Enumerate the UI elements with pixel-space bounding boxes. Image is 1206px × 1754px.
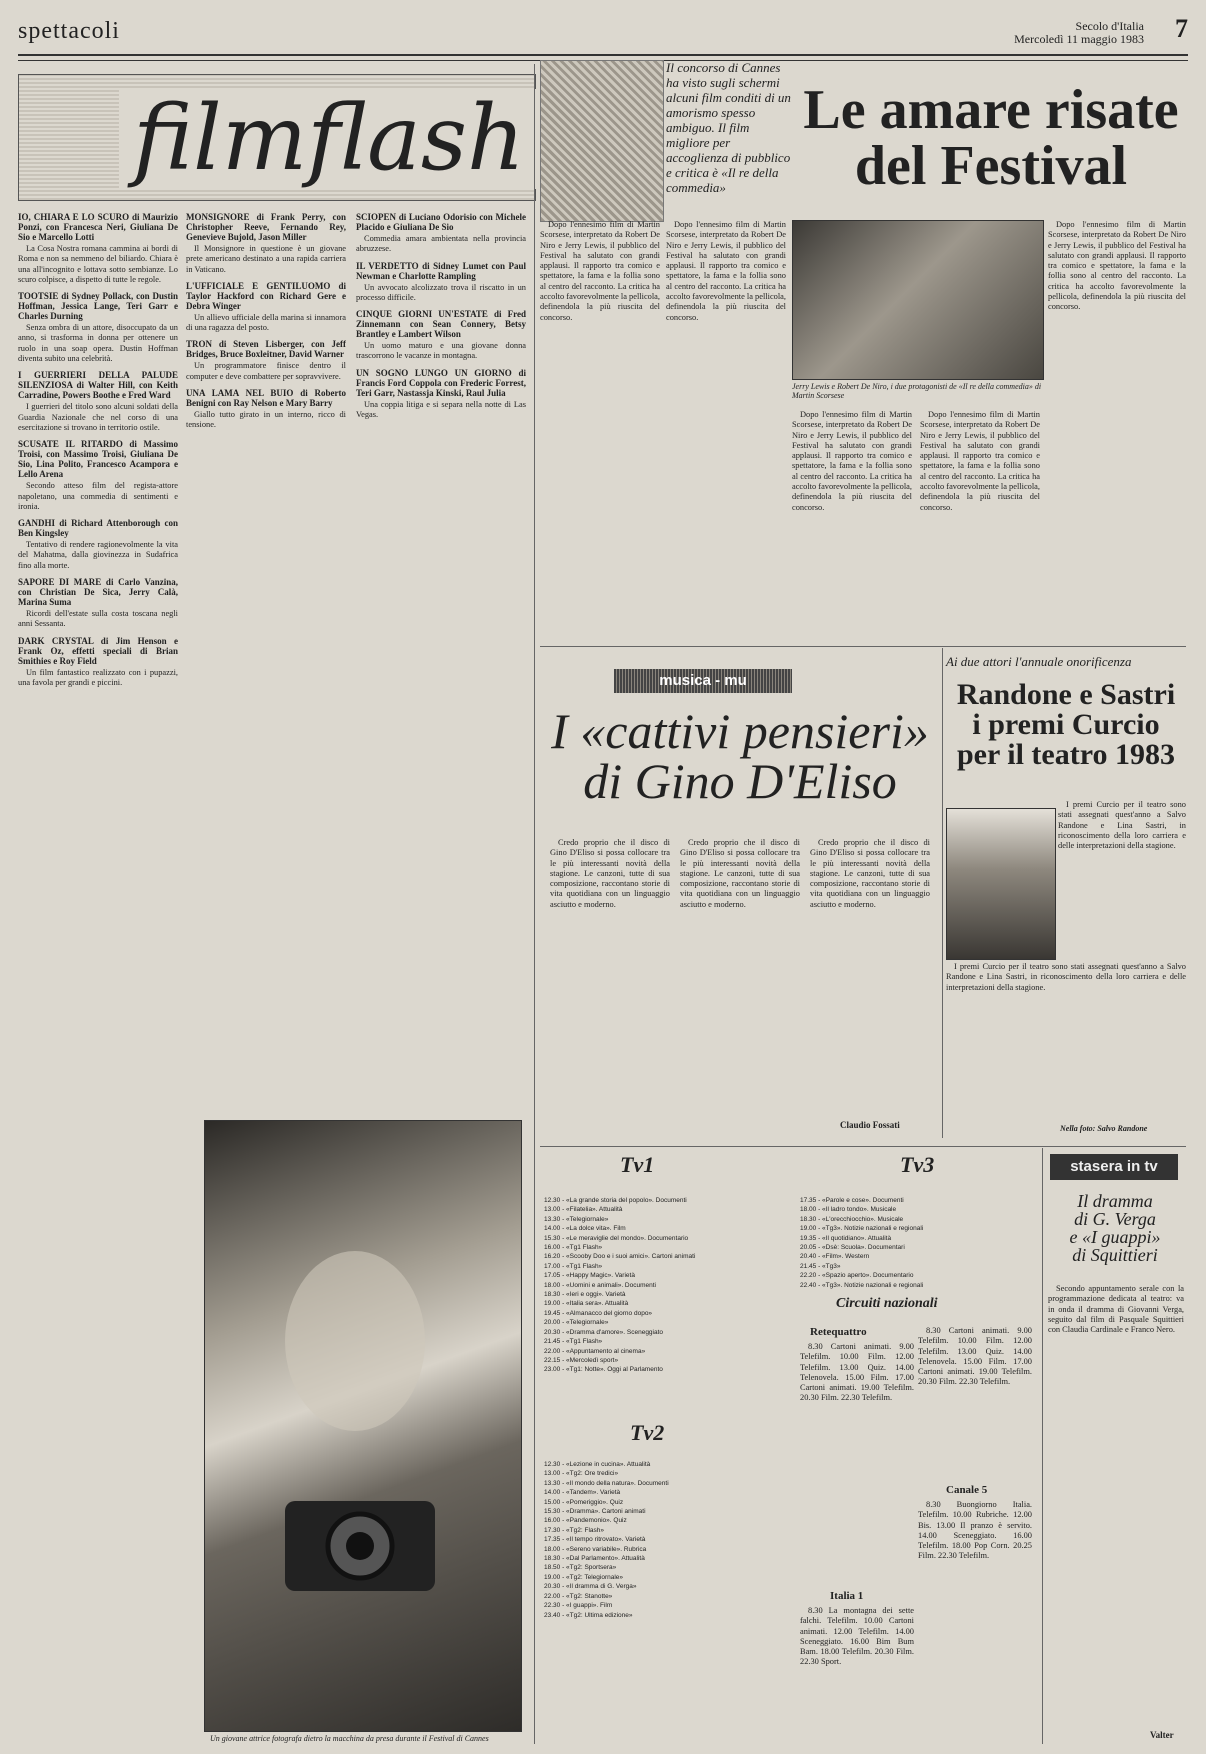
masthead-info xyxy=(1014,20,1144,46)
tv-listing: 20.30 - «Dramma d'amore». Sceneggiato xyxy=(544,1328,664,1336)
tv-listing: 18.30 - «L'orecchiocchio». Musicale xyxy=(800,1215,904,1223)
musica-column-1 xyxy=(550,838,670,1138)
festival-column-3 xyxy=(792,410,912,640)
stasera-paragraph: Secondo appuntamento serale con la programmazione dedicata al teatro: va in onda il dramma di Giovanni Verga, seguito dal film di Pasquale Squittieri con Claudia Cardinale e Franco Nero. xyxy=(1048,1284,1184,1335)
tv-listing: 19.00 - «Italia sera». Attualità xyxy=(544,1300,629,1308)
stasera-headline-line2: di G. Verga xyxy=(1074,1209,1156,1229)
paper-name: Secolo d'Italia xyxy=(1075,19,1144,33)
tv-listing: 19.00 - «Tg2: Telegiornale» xyxy=(544,1573,624,1581)
section-title: spettacoli xyxy=(18,18,120,44)
film-entry-text: Una coppia litiga e si separa nella notte di Las Vegas. xyxy=(356,399,526,420)
stasera-text xyxy=(1048,1284,1184,1724)
tv3-title: Tv3 xyxy=(900,1152,935,1177)
festival-column-4 xyxy=(920,410,1040,640)
festival-column-2 xyxy=(666,220,786,640)
festival-illustration xyxy=(540,60,664,222)
stasera-label: stasera in tv xyxy=(1050,1154,1178,1180)
column-divider xyxy=(1042,1148,1043,1744)
festival-text: Dopo l'ennesimo film di Martin Scorsese, interpretato da Robert De Niro e Jerry Lewis, il pubblico del Festival ha salutato con grandi applausi. Il rapporto tra comico e spettatore, la fama e la follia sono al centro del racconto. La critica ha accolto favorevolmente la pellicola, definendola la più riuscita del concorso. xyxy=(666,220,786,322)
tv-listing: 22.40 - «Tg3». Notizie nazionali e regionali xyxy=(800,1281,924,1289)
section-divider xyxy=(540,1146,1186,1147)
tv-listing: 13.30 - «Telegiornale» xyxy=(544,1215,609,1223)
stasera-headline-line4: di Squittieri xyxy=(1072,1245,1158,1265)
curcio-headline-line2: i premi Curcio xyxy=(972,708,1160,741)
festival-text: Dopo l'ennesimo film di Martin Scorsese, interpretato da Robert De Niro e Jerry Lewis, il pubblico del Festival ha salutato con grandi applausi. Il rapporto tra comico e spettatore, la fama e la follia sono al centro del racconto. La critica ha accolto favorevolmente la pellicola, definendola la più riuscita del concorso. xyxy=(540,220,660,322)
festival-text: Dopo l'ennesimo film di Martin Scorsese, interpretato da Robert De Niro e Jerry Lewis, il pubblico del Festival ha salutato con grandi applausi. Il rapporto tra comico e spettatore, la fama e la follia sono al centro del racconto. La critica ha accolto favorevolmente la pellicola, definendola la più riuscita del concorso. xyxy=(792,410,912,512)
tv-listing: 18.00 - «Uomini e animali». Documenti xyxy=(544,1281,656,1289)
tv-listing: 22.15 - «Mercoledì sport» xyxy=(544,1356,619,1364)
randone-caption: Nella foto: Salvo Randone xyxy=(1060,1124,1148,1133)
tv1-title: Tv1 xyxy=(620,1152,655,1177)
issue-date: Mercoledì 11 maggio 1983 xyxy=(1014,32,1144,46)
tv-listing: 19.00 - «Tg3». Notizie nazionali e regionali xyxy=(800,1225,924,1233)
curcio-kicker: Ai due attori l'annuale onorificenza xyxy=(946,654,1132,669)
column-divider xyxy=(534,64,535,1744)
curcio-headline xyxy=(946,680,1186,770)
tv2-schedule xyxy=(544,1460,784,1620)
filmflash-title: filmflash xyxy=(119,89,539,189)
festival-headline xyxy=(796,79,1186,197)
musica-column-2 xyxy=(680,838,800,1138)
retequattro-schedule-2 xyxy=(918,1326,1032,1476)
column-divider xyxy=(942,648,943,1138)
actress-camera-photo xyxy=(204,1120,522,1732)
filmflash-column-1 xyxy=(18,206,178,1316)
tv-listing: 19.35 - «Il quotidiano». Attualità xyxy=(800,1234,892,1242)
film-entry-text: Un film fantastico realizzato con i pupazzi, una favola per grandi e piccini. xyxy=(18,667,178,687)
festival-text: Dopo l'ennesimo film di Martin Scorsese, interpretato da Robert De Niro e Jerry Lewis, il pubblico del Festival ha salutato con grandi applausi. Il rapporto tra comico e spettatore, la fama e la follia sono al centro del racconto. La critica ha accolto favorevolmente la pellicola, definendola la più riuscita del concorso. xyxy=(1048,220,1186,312)
festival-headline-line2: del Festival xyxy=(854,135,1128,197)
curcio-column-2 xyxy=(946,962,1186,1120)
tv1-schedule xyxy=(544,1196,784,1375)
film-entry-title: UNA LAMA NEL BUIO di Roberto Benigni con Ray Nelson e Mary Barry xyxy=(186,388,346,409)
tv-listing: 23.00 - «Tg1: Notte». Oggi al Parlamento xyxy=(544,1366,663,1374)
tv-listing: 13.30 - «Il mondo della natura». Documenti xyxy=(544,1479,669,1487)
tv-listing: 15.30 - «Le meraviglie del mondo». Documentario xyxy=(544,1234,689,1242)
tv-listing: 22.30 - «I guappi». Film xyxy=(544,1602,613,1610)
tv-listing: 13.00 - «Filatelia». Attualità xyxy=(544,1206,623,1214)
film-entry-text: La Cosa Nostra romana cammina ai bordi di Roma e non sa nemmeno del biliardo. Chiara è una all'incognito e lottava sotto sembianze. Lo scuro colpisce, a dispetto di tutte le regole. xyxy=(18,244,178,284)
film-entry-title: SAPORE DI MARE di Carlo Vanzina, con Christian De Sica, Jerry Calà, Marina Suma xyxy=(18,577,178,608)
tv2-title: Tv2 xyxy=(630,1420,665,1445)
musica-headline xyxy=(540,703,940,809)
film-entry-title: CINQUE GIORNI UN'ESTATE di Fred Zinnemann con Sean Connery, Betsy Brantley e Lambert Wilson xyxy=(356,309,526,340)
filmflash-column-3 xyxy=(356,206,526,1106)
film-entry-title: L'UFFICIALE E GENTILUOMO di Taylor Hackford con Richard Gere e Debra Winger xyxy=(186,280,346,311)
musica-text: Credo proprio che il disco di Gino D'Eliso si possa collocare tra le più interessanti novità della stagione. Le canzoni, tutte di sua composizione, raccontano storie di vita quotidiana con un linguaggio asciutto e moderno. xyxy=(810,838,930,909)
musica-headline-line1: I «cattivi pensieri» xyxy=(551,703,929,759)
randone-photo xyxy=(946,808,1056,960)
musica-headline-line2: di Gino D'Eliso xyxy=(583,753,897,809)
festival-text: Dopo l'ennesimo film di Martin Scorsese, interpretato da Robert De Niro e Jerry Lewis, il pubblico del Festival ha salutato con grandi applausi. Il rapporto tra comico e spettatore, la fama e la follia sono al centro del racconto. La critica ha accolto favorevolmente la pellicola, definendola la più riuscita del concorso. xyxy=(920,410,1040,512)
tv-listing: 20.05 - «Dsè: Scuola». Documentari xyxy=(800,1244,905,1252)
tv-listing: 17.05 - «Happy Magic». Varietà xyxy=(544,1272,635,1280)
stasera-headline xyxy=(1046,1192,1184,1264)
film-entry-text: I guerrieri del titolo sono alcuni soldati della Guardia Nazionale che nel corso di una esercitazione si trovano in territorio ostile. xyxy=(18,402,178,432)
tv-listing: 18.50 - «Tg2: Sportsera» xyxy=(544,1564,617,1572)
tv-listing: 17.30 - «Tg2: Flash» xyxy=(544,1526,604,1534)
tv-listing: 14.00 - «La dolce vita». Film xyxy=(544,1225,626,1233)
tv-listing: 15.30 - «Dramma». Cartoni animati xyxy=(544,1508,646,1516)
tv-listing: 23.40 - «Tg2: Ultima edizione» xyxy=(544,1611,633,1619)
musica-label: musica - mu xyxy=(614,669,792,693)
film-entry-title: SCUSATE IL RITARDO di Massimo Troisi, con Massimo Troisi, Giuliana De Sio, Lina Polito, Francesco Acampora e Lello Arena xyxy=(18,439,178,480)
film-entry-text: Ricordi dell'estate sulla costa toscana negli anni Sessanta. xyxy=(18,609,178,629)
canale5-schedule xyxy=(918,1500,1032,1740)
film-entry-text: Il Monsignore in questione è un giovane prete americano destinato a una rapida carriera in Vaticano. xyxy=(186,244,346,274)
curcio-headline-line1: Randone e Sastri xyxy=(956,678,1176,711)
tv-listing: 22.00 - «Appuntamento al cinema» xyxy=(544,1347,646,1355)
film-entry-title: IO, CHIARA E LO SCURO di Maurizio Ponzi, con Francesca Neri, Giuliana De Sio e Marcello Lotti xyxy=(18,212,178,242)
film-entry-title: SCIOPEN di Luciano Odorisio con Michele Placido e Giuliana De Sio xyxy=(356,212,526,232)
circuiti-title: Circuiti nazionali xyxy=(836,1296,938,1311)
curcio-text: I premi Curcio per il teatro sono stati assegnati quest'anno a Salvo Randone e Lina Sastri, in riconoscimento della loro carriera e delle interpretazioni della stagione. xyxy=(946,962,1186,992)
tv-listing: 17.35 - «Parole e cose». Documenti xyxy=(800,1197,904,1204)
tv-listing: 20.00 - «Telegiornale» xyxy=(544,1319,609,1327)
musica-text: Credo proprio che il disco di Gino D'Eliso si possa collocare tra le più interessanti novità della stagione. Le canzoni, tutte di sua composizione, raccontano storie di vita quotidiana con un linguaggio asciutto e moderno. xyxy=(680,838,800,909)
tv-listing: 18.30 - «Ieri e oggi». Varietà xyxy=(544,1291,626,1299)
film-entry-title: DARK CRYSTAL di Jim Henson e Frank Oz, effetti speciali di Brian Smithies e Roy Field xyxy=(18,635,178,666)
italia1-schedule xyxy=(800,1606,914,1742)
tv-listing: 8.30 La montagna dei sette falchi. Telefilm. 10.00 Cartoni animati. 12.00 Telefilm. 14.00 Sceneggiato. 16.00 Bim Bum Bam. 18.00 Telefilm. 20.30 Film. 22.30 Sport. xyxy=(800,1606,914,1667)
musica-text: Credo proprio che il disco di Gino D'Eliso si possa collocare tra le più interessanti novità della stagione. Le canzoni, tutte di sua composizione, raccontano storie di vita quotidiana con un linguaggio asciutto e moderno. xyxy=(550,838,670,909)
tv-listing: 19.45 - «Almanacco del giorno dopo» xyxy=(544,1309,653,1317)
film-entry-title: UN SOGNO LUNGO UN GIORNO di Francis Ford Coppola con Frederic Forrest, Teri Garr, Nastassja Kinski, Raul Julia xyxy=(356,367,526,398)
film-entry-title: IL VERDETTO di Sidney Lumet con Paul Newman e Charlotte Rampling xyxy=(356,260,526,281)
film-entry-title: I GUERRIERI DELLA PALUDE SILENZIOSA di Walter Hill, con Keith Carradine, Powers Boothe e Fred Ward xyxy=(18,370,178,401)
tv-listing: 20.30 - «Il dramma di G. Verga» xyxy=(544,1583,637,1591)
tv-listing: 13.00 - «Tg2: Ore tredici» xyxy=(544,1470,619,1478)
tv-listing: 17.00 - «Tg1 Flash» xyxy=(544,1262,603,1270)
musica-author: Claudio Fossati xyxy=(840,1120,900,1130)
tv-listing: 17.35 - «Il tempo ritrovato». Varietà xyxy=(544,1536,646,1544)
film-entry-text: Un programmatore finisce dentro il computer e deve combattere per sopravvivere. xyxy=(186,361,346,381)
lewis-deniro-caption: Jerry Lewis e Robert De Niro, i due protagonisti de «Il re della commedia» di Martin Scorsese xyxy=(792,382,1042,400)
italia1-title: Italia 1 xyxy=(830,1590,864,1602)
tv-listing: 14.00 - «Tandem». Varietà xyxy=(544,1489,621,1497)
tv3-schedule xyxy=(800,1196,990,1290)
festival-headline-line1: Le amare risate xyxy=(803,79,1179,141)
stasera-headline-line1: Il dramma xyxy=(1077,1191,1153,1211)
tv-listing: 18.30 - «Dal Parlamento». Attualità xyxy=(544,1555,645,1563)
tv-listing: 20.40 - «Film». Western xyxy=(800,1253,870,1261)
film-entry-title: GANDHI di Richard Attenborough con Ben Kingsley xyxy=(18,518,178,539)
tv-listing: 15.00 - «Pomeriggio». Quiz xyxy=(544,1498,624,1506)
canale5-title: Canale 5 xyxy=(946,1484,988,1496)
film-entry-text: Commedia amara ambientata nella provincia abruzzese. xyxy=(356,234,526,254)
stasera-headline-line3: e «I guappi» xyxy=(1069,1227,1161,1247)
filmflash-banner xyxy=(18,74,536,201)
film-entry-title: TOOTSIE di Sydney Pollack, con Dustin Hoffman, Jessica Lange, Teri Garr e Charles Durning xyxy=(18,291,178,322)
retequattro-title: Retequattro xyxy=(810,1326,867,1338)
tv-listing: 22.20 - «Spazio aperto». Documentario xyxy=(800,1272,914,1280)
film-entry-text: Secondo atteso film del regista-attore napoletano, una commedia di sentimenti e ironia. xyxy=(18,481,178,511)
film-entry-text: Giallo tutto girato in un interno, ricco di tensione. xyxy=(186,410,346,430)
film-entry-text: Un uomo maturo e una giovane donna trascorrono le vacanze in montagna. xyxy=(356,341,526,361)
festival-intro: Il concorso di Cannes ha visto sugli schermi alcuni film conditi di un amorismo spesso ambiguo. Il film migliore per accoglienza di pubblico e critica è «Il re della commedia» xyxy=(666,60,791,195)
retequattro-schedule xyxy=(800,1342,914,1582)
curcio-text: I premi Curcio per il teatro sono stati assegnati quest'anno a Salvo Randone e Lina Sastri, in riconoscimento della loro carriera e delle interpretazioni della stagione. xyxy=(1058,800,1186,851)
stasera-author: Valter xyxy=(1150,1730,1174,1740)
tv-listing: 8.30 Buongiorno Italia. Telefilm. 10.00 Rubriche. 12.00 Bis. 13.00 Il pranzo è servito. 14.00 Sceneggiato. 16.00 Telefilm. 18.00 Pop Corn. 20.25 Film. 22.30 Telefilm. xyxy=(918,1500,1032,1561)
tv-listing: 18.00 - «Sereno variabile». Rubrica xyxy=(544,1545,647,1553)
festival-column-1 xyxy=(540,220,660,640)
tv-listing: 16.20 - «Scooby Doo e i suoi amici». Cartoni animati xyxy=(544,1253,696,1261)
tv-listing: 16.00 - «Pandemonio». Quiz xyxy=(544,1517,627,1525)
film-entry-title: MONSIGNORE di Frank Perry, con Christopher Reeve, Fernando Rey, Genevieve Bujold, Jason Miller xyxy=(186,212,346,242)
tv-listing: 18.00 - «Il ladro tondo». Musicale xyxy=(800,1206,897,1214)
camera-photo-illustration xyxy=(205,1121,521,1731)
tv-listing: 21.45 - «Tg3» xyxy=(800,1262,841,1270)
tv-listing: 22.00 - «Tg2: Stanotte» xyxy=(544,1592,613,1600)
tv-listing: 12.30 - «Lezione in cucina». Attualità xyxy=(544,1461,651,1468)
tv-listing: 16.00 - «Tg1 Flash» xyxy=(544,1244,603,1252)
lewis-deniro-photo xyxy=(792,220,1044,380)
tv-listing: 12.30 - «La grande storia del popolo». Documenti xyxy=(544,1197,687,1204)
tv-listing: 8.30 Cartoni animati. 9.00 Telefilm. 10.00 Film. 12.00 Telefilm. 13.00 Quiz. 14.00 Telenovela. 15.00 Film. 17.00 Cartoni animati. 19.00 Telefilm. 20.30 Film. 22.30 Telefilm. xyxy=(918,1326,1032,1387)
film-entry-title: TRON di Steven Lisberger, con Jeff Bridges, Bruce Boxleitner, David Warner xyxy=(186,339,346,360)
curcio-column-1 xyxy=(1058,800,1186,900)
film-entry-text: Senza ombra di un attore, disoccupato da un anno, si trasforma in donna per ottenere un ruolo in una soap opera. Dustin Hoffman diventa subito una celebrità. xyxy=(18,323,178,364)
musica-column-3 xyxy=(810,838,930,1118)
header-rule xyxy=(18,54,1188,56)
actress-photo-caption: Un giovane attrice fotografa dietro la macchina da presa durante il Festival di Cannes xyxy=(210,1734,489,1743)
tv-listing: 21.45 - «Tg1 Flash» xyxy=(544,1338,603,1346)
film-entry-text: Un avvocato alcolizzato trova il riscatto in un processo difficile. xyxy=(356,282,526,302)
tv-listing: 8.30 Cartoni animati. 9.00 Telefilm. 10.00 Film. 12.00 Telefilm. 13.00 Quiz. 14.00 Telenovela. 15.00 Film. 17.00 Cartoni animati. 19.00 Telefilm. 20.30 Film. 22.30 Telefilm. xyxy=(800,1342,914,1403)
filmflash-column-2 xyxy=(186,206,346,1106)
section-divider xyxy=(540,646,1186,647)
curcio-headline-line3: per il teatro 1983 xyxy=(956,738,1175,771)
film-entry-text: Un allievo ufficiale della marina si innamora di una ragazza del posto. xyxy=(186,312,346,333)
festival-column-5 xyxy=(1048,220,1186,640)
film-entry-text: Tentativo di rendere ragionevolmente la vita del Mahatma, dalla giovinezza in Sudafrica fino alla morte. xyxy=(18,540,178,570)
page-number: 7 xyxy=(1175,14,1188,43)
